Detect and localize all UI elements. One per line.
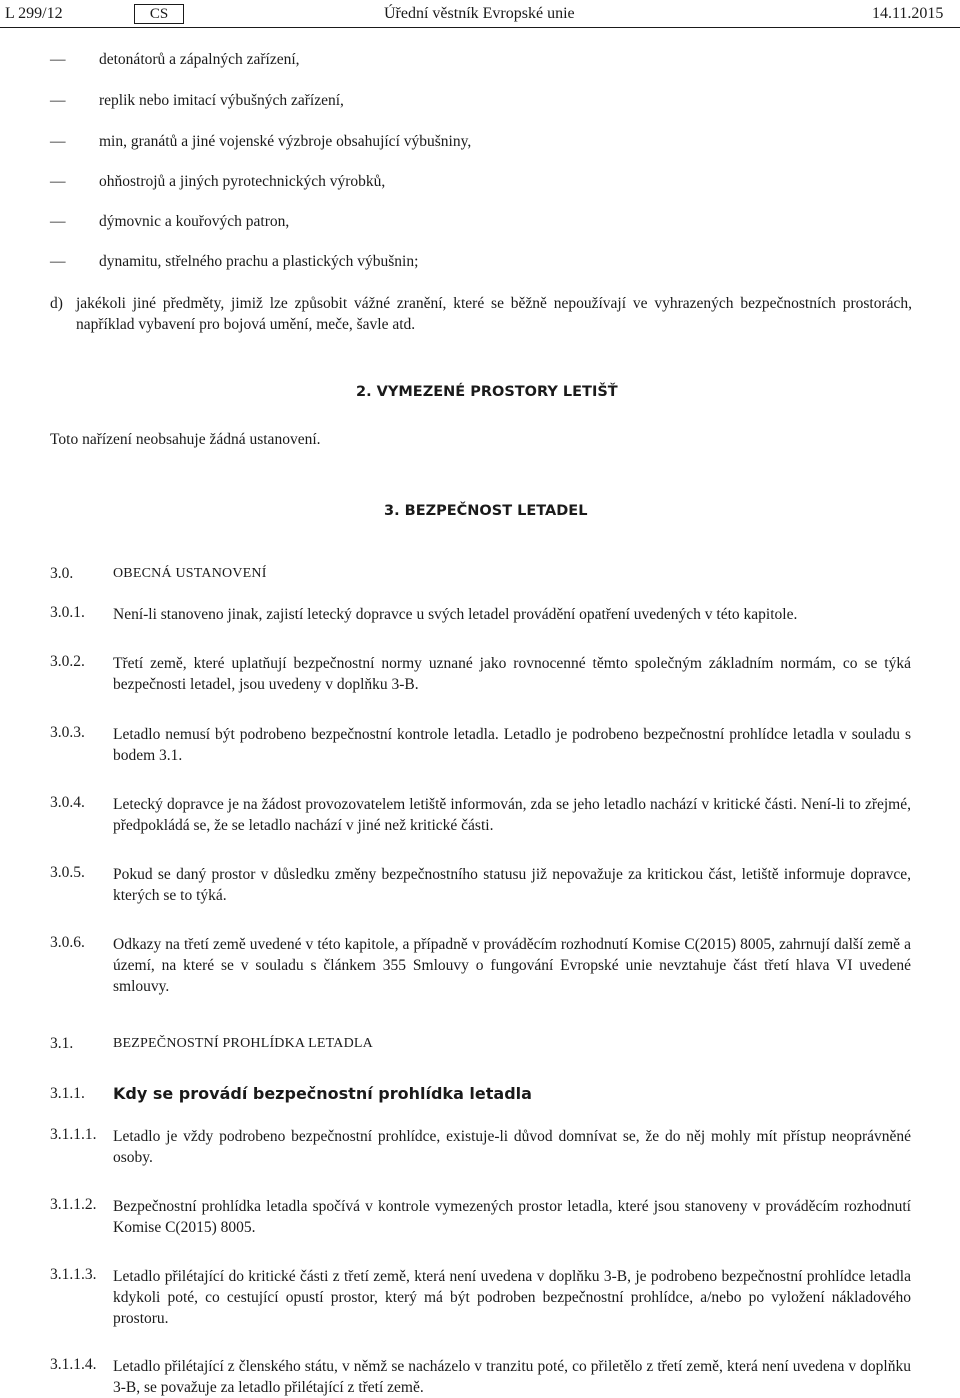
- section-note: Toto nařízení neobsahuje žádná ustanovení.: [50, 431, 321, 448]
- dash-marker: —: [50, 133, 66, 150]
- list-item-text: detonátorů a zápalných zařízení,: [99, 51, 300, 68]
- list-item-text: dýmovnic a kouřových patron,: [99, 213, 290, 230]
- paragraph-number: 3.0.4.: [50, 794, 85, 811]
- paragraph-number: 3.0.3.: [50, 724, 85, 741]
- item-label: d): [50, 295, 63, 312]
- subsection-title: Kdy se provádí bezpečnostní prohlídka letadla: [113, 1084, 532, 1103]
- paragraph-text: Pokud se daný prostor v důsledku změny bezpečnostního statusu již nepovažuje za kritickou část, letiště informuje dopravce, kterých se to týká.: [113, 866, 911, 904]
- dash-marker: —: [50, 253, 66, 270]
- list-item-text: ohňostrojů a jiných pyrotechnických výrobků,: [99, 173, 386, 190]
- list-item-text: min, granátů a jiné vojenské výzbroje obsahující výbušniny,: [99, 133, 472, 150]
- list-item-text: replik nebo imitací výbušných zařízení,: [99, 92, 344, 109]
- paragraph-number: 3.1.1.1.: [50, 1126, 97, 1143]
- subsection-title: OBECNÁ USTANOVENÍ: [113, 566, 267, 581]
- publication-date: 14.11.2015: [872, 5, 944, 22]
- paragraph-text: Bezpečnostní prohlídka letadla spočívá v kontrole vymezených prostor letadla, které jsou stanoveny v prováděcím rozhodnutí Komise C(2015) 8005.: [113, 1198, 911, 1236]
- paragraph-text: Letadlo je vždy podrobeno bezpečnostní prohlídce, existuje-li důvod domnívat se, že do něj mohly mít přístup neoprávněné osoby.: [113, 1128, 911, 1166]
- paragraph-text: Není-li stanoveno jinak, zajistí letecký dopravce u svých letadel provádění opatření uvedených v této kapitole.: [113, 606, 798, 623]
- paragraph-text: Letecký dopravce je na žádost provozovatelem letiště informován, zda se jeho letadlo nachází v kritické části. Není-li to zřejmé, předpokládá se, že se letadlo nachází v jiné než kritické části.: [113, 796, 911, 834]
- paragraph-number: 3.0.5.: [50, 864, 85, 881]
- subsection-title: BEZPEČNOSTNÍ PROHLÍDKA LETADLA: [113, 1036, 373, 1051]
- subsection-number: 3.0.: [50, 565, 74, 582]
- paragraph-number: 3.1.1.4.: [50, 1356, 97, 1373]
- paragraph-number: 3.0.6.: [50, 934, 85, 951]
- page-reference: L 299/12: [5, 5, 63, 22]
- paragraph-text: Odkazy na třetí země uvedené v této kapitole, a případně v prováděcím rozhodnutí Komise C(2015) 8005, zahrnují další země a území, na které se v souladu s článkem 355 Smlouvy o fungování Evropské unie nevztahuje část třetí hlava VI uvedené smlouvy.: [113, 936, 911, 995]
- paragraph-number: 3.1.1.2.: [50, 1196, 97, 1213]
- subsection-number: 3.1.1.: [50, 1085, 85, 1102]
- section-heading: 2. VYMEZENÉ PROSTORY LETIŠŤ: [356, 384, 618, 400]
- paragraph-number: 3.0.1.: [50, 604, 85, 621]
- dash-marker: —: [50, 173, 66, 190]
- section-heading: 3. BEZPEČNOST LETADEL: [384, 503, 588, 519]
- item-text: jakékoli jiné předměty, jimiž lze způsobit vážné zranění, které se běžně nepoužívají ve vyhrazených bezpečnostních prostorách, například vybavení pro bojová umění, meče, šavle atd.: [76, 295, 912, 333]
- language-badge: CS: [134, 4, 184, 24]
- page-header: [0, 0, 960, 28]
- subsection-number: 3.1.: [50, 1035, 74, 1052]
- dash-marker: —: [50, 92, 66, 109]
- list-item-text: dynamitu, střelného prachu a plastických výbušnin;: [99, 253, 419, 270]
- paragraph-text: Letadlo přilétající z členského státu, v němž se nacházelo v tranzitu poté, co přiletělo z třetí země, která není uvedena v doplňku 3-B, se považuje za letadlo přilétající z třetí země.: [113, 1358, 911, 1396]
- paragraph-text: Třetí země, které uplatňují bezpečnostní normy uznané jako rovnocenné těmto společným základním normám, co se týká bezpečnosti letadel, jsou uvedeny v doplňku 3-B.: [113, 655, 911, 693]
- paragraph-text: Letadlo nemusí být podrobeno bezpečnostní kontrole letadla. Letadlo je podrobeno bezpečnostní prohlídce letadla v souladu s bodem 3.1.: [113, 726, 911, 764]
- paragraph-text: Letadlo přilétající do kritické části z třetí země, která není uvedena v doplňku 3-B, je podrobeno bezpečnostní prohlídce letadla kdykoli poté, co cestující opustí prostor, který má být podroben bezpečnostní prohlídce, a/nebo po vyložení nákladového prostoru.: [113, 1268, 911, 1327]
- paragraph-number: 3.1.1.3.: [50, 1266, 97, 1283]
- header-rule: [0, 27, 960, 28]
- dash-marker: —: [50, 213, 66, 230]
- paragraph-number: 3.0.2.: [50, 653, 85, 670]
- dash-marker: —: [50, 51, 66, 68]
- journal-title: Úřední věstník Evropské unie: [384, 5, 575, 22]
